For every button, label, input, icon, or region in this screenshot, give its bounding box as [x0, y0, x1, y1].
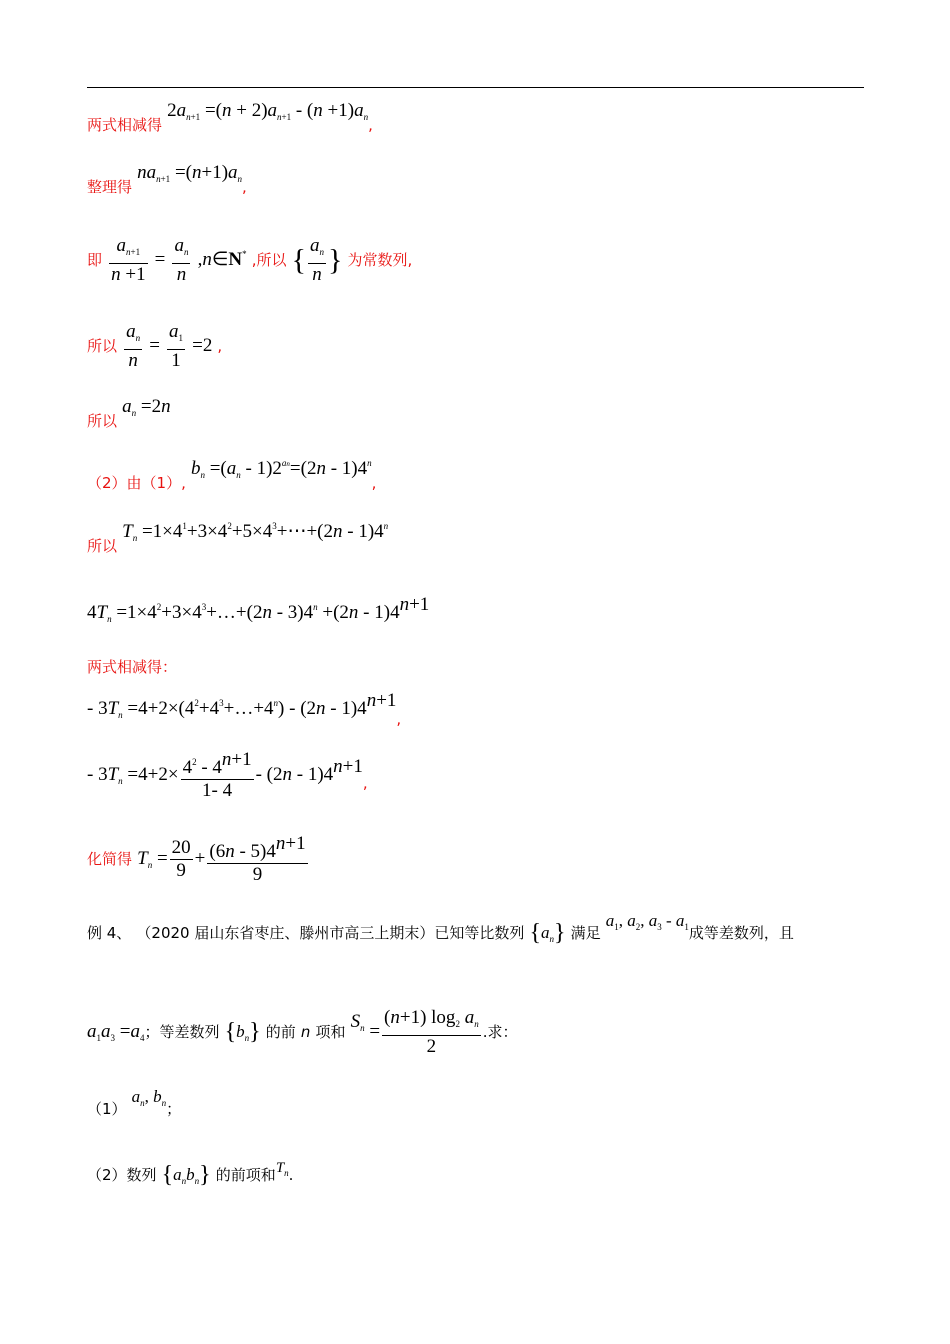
equation-4tn: $4T_n$ $=1\times 4^2+3\times 4^3+\dots+(2n - 3)4^n +(2n - 1)4^{n+1}$	[87, 594, 430, 624]
example-line2-b: 的前	[265, 1023, 296, 1041]
fraction-an1-over-n1: $\frac{a_{n+1}}{n +1}$	[111, 235, 146, 285]
example-text-c: 成等差数列，且	[688, 924, 794, 942]
derivation-line-9	[87, 656, 177, 677]
question-1-label: （1）	[87, 1100, 127, 1118]
example-text-b: 满足	[570, 924, 601, 942]
derivation-line-4: 所以 $\frac{a_n}{n}$ = $\frac{a_1}{1}$ =2 ,	[87, 321, 223, 371]
equation-2: $na_{n+1} =(n+1)a_n$	[137, 162, 243, 184]
fraction-20-over-9: $\frac{20}{9}$	[171, 837, 191, 881]
derivation-line-8	[87, 594, 429, 624]
subtract-text-2: 两式相减得：	[87, 658, 178, 676]
question-2-text: 的前项和	[215, 1166, 276, 1184]
example-4-line-1: 例 4、 （2020 届山东省枣庄、滕州市高三上期末）已知等比数列 $\{a_n\}$ 满足 $a_1$, $a_2$, $a_3 - a_1$成等差数列，且	[87, 911, 794, 946]
suoyi-text: 所以	[87, 337, 118, 355]
example-line2-a: ；等差数列	[144, 1023, 220, 1041]
fraction-a1-over-1: $\frac{a_1}{1}$	[169, 321, 184, 371]
header-rule	[87, 87, 864, 88]
constant-seq-text: 为常数列,	[347, 251, 413, 269]
part2-text: （2）由（1）,	[87, 474, 186, 492]
ji-text: 即	[87, 251, 103, 269]
fraction-an-over-n: $\frac{a_n}{n}$	[174, 235, 189, 285]
equation-1: $2a_{n+1} =(n + 2)a_{n+1} - (n +1)a_n$	[167, 100, 369, 122]
derivation-line-10: - $3T_n$ $=4+2\times(4^2+4^3+\dots+4^n) - (2n - 1)4^{n+1}$,	[87, 690, 402, 728]
fraction-sn: $\frac{(n+1) \log_2 a_n}{2}$	[384, 1007, 479, 1057]
suoyi-text: 所以	[87, 537, 118, 555]
example-line2-n: n	[300, 1023, 311, 1041]
question-1: （1） $a_n$, $b_n$；	[87, 1087, 182, 1118]
example-line2-d: .求：	[482, 1023, 518, 1041]
derivation-line-6: （2）由（1）, $b_n =(a_n - 1)2^{an}=(2n - 1)4^n$,	[87, 458, 377, 492]
example-4-line-2: $a_1a_3 =a_4$；等差数列 $\{b_n\}$ 的前 n 项和 $S_n$ = $\frac{(n+1) \log_2 a_n}{2}$ .求：	[87, 1007, 518, 1057]
example-text-a: 已知等比数列	[434, 924, 525, 942]
simplify-text: 整理得	[87, 178, 133, 196]
derivation-line-7	[87, 521, 389, 557]
fraction-an-over-n: $\frac{a_n}{n}$	[126, 321, 141, 371]
question-2: （2）数列 $\{a_nb_n\}$ 的前项和$T_n$.	[87, 1160, 294, 1188]
derivation-line-12: 化简得 $T_n$ = $\frac{20}{9}$ + $\frac{(6n - 5)4^{n+1}}{9}$	[87, 833, 306, 885]
derivation-line-2: 整理得 $na_{n+1} =(n+1)a_n$,	[87, 162, 247, 196]
set-fraction-an-over-n: $\frac{a_n}{n}$	[310, 235, 324, 285]
derivation-line-11: - $3T_n =4+2\times$ $\frac{4^2 - 4^{n+1}}{1- 4}$ - $(2n - 1)4^{n+1}$,	[87, 749, 368, 801]
derivation-line-5	[87, 396, 171, 432]
question-2-label: （2）数列	[87, 1166, 157, 1184]
fraction-final: $\frac{(6n - 5)4^{n+1}}{9}$	[209, 833, 306, 885]
suoyi-text: 所以	[87, 412, 118, 430]
fraction-geometric-sum: $\frac{4^2 - 4^{n+1}}{1- 4}$	[182, 749, 252, 801]
derivation-line-1: 两式相减得 $2a_{n+1} =(n + 2)a_{n+1} - (n +1)a_n$,	[87, 100, 373, 134]
example-source: （2020 届山东省枣庄、滕州市高三上期末）	[136, 924, 435, 942]
equation-minus3tn-a: - $3T_n$ $=4+2\times(4^2+4^3+\dots+4^n) - (2n - 1)4^{n+1}$	[87, 690, 397, 720]
suoyi-text: ,所以	[251, 251, 287, 269]
equation-bn: $b_n =(a_n - 1)2^{an}=(2n - 1)4^n$	[190, 458, 372, 480]
equation-an: $a_n =2n$	[122, 396, 171, 418]
simplify-result-text: 化简得	[87, 850, 133, 868]
equation-tn: $T_n$ $=1\times 4^1+3\times 4^2+5\times 4^3+\cdots+(2n - 1)4^n$	[122, 521, 389, 543]
example-label: 例 4、	[87, 924, 132, 942]
derivation-line-3: 即 $\frac{a_{n+1}}{n +1}$ = $\frac{a_n}{n}$ ,n∈N* ,所以 { $\frac{a_n}{n}$ } 为常数列,	[87, 235, 413, 285]
example-line2-c: 项和	[315, 1023, 346, 1041]
subtract-text: 两式相减得	[87, 116, 163, 134]
